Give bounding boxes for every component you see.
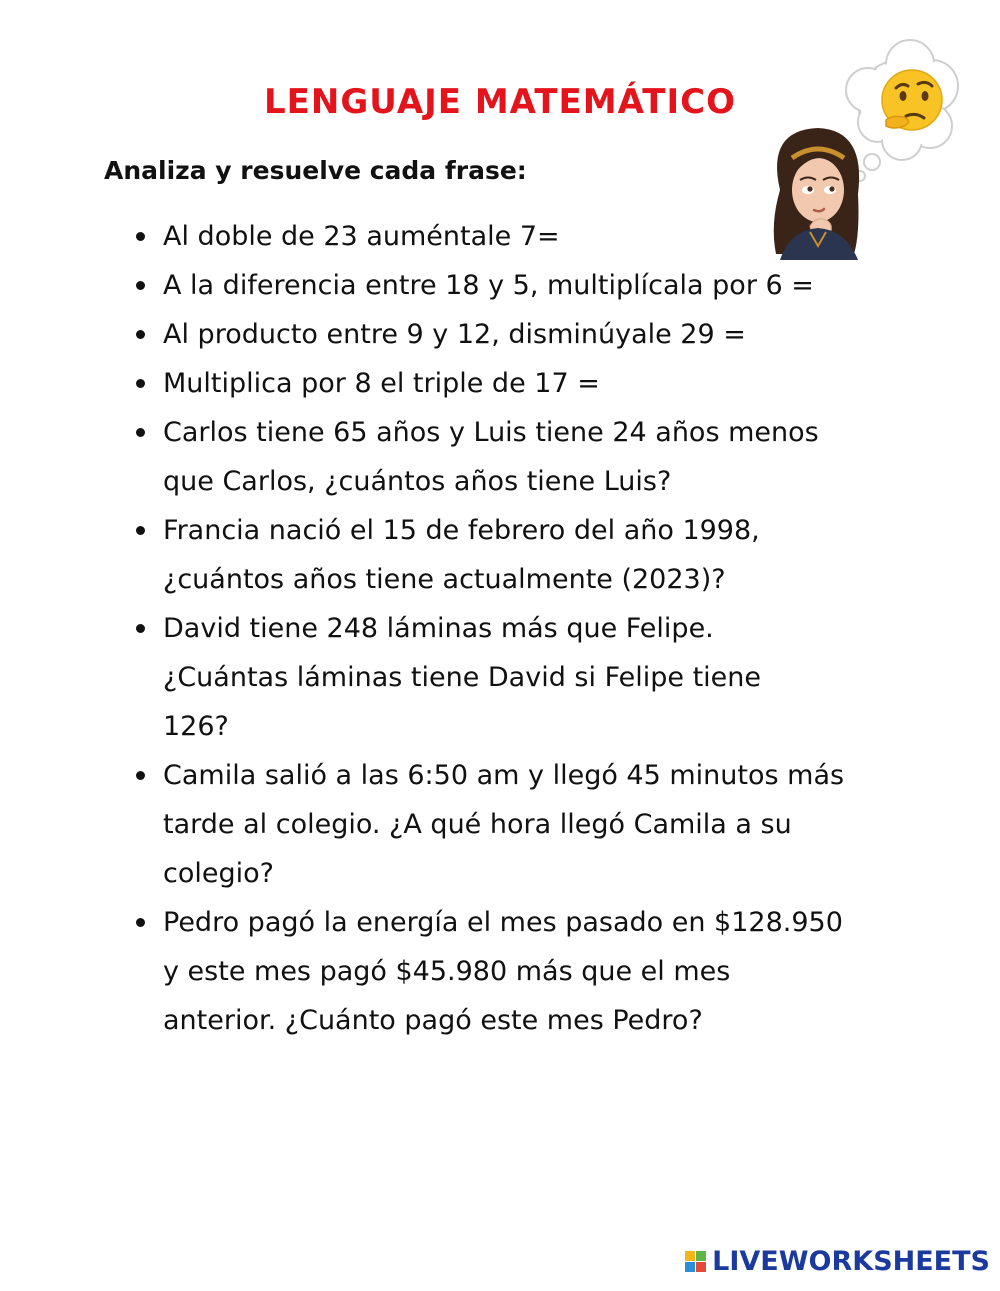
page-title: LENGUAJE MATEMÁTICO [264, 82, 736, 122]
thinking-avatar-illustration [760, 30, 985, 260]
bullet-icon [136, 624, 145, 633]
bullet-icon [136, 379, 145, 388]
list-item [130, 408, 920, 506]
list-item [130, 359, 920, 408]
exercise-text: Francia nació el 15 de febrero del año 1998, ¿cuántos años tiene actualmente (2023)? [163, 515, 760, 595]
exercise-text: David tiene 248 láminas más que Felipe. ¿Cuántas láminas tiene David si Felipe tiene 126? [163, 613, 762, 742]
exercise-text: A la diferencia entre 18 y 5, multiplícala por 6 = [163, 270, 814, 301]
thinking-face-emoji-icon [882, 70, 942, 130]
exercise-text: Al producto entre 9 y 12, disminúyale 29 = [163, 319, 746, 350]
bullet-icon [136, 281, 145, 290]
liveworksheets-logo [685, 1246, 990, 1277]
bullet-icon [136, 526, 145, 535]
liveworksheets-logo-icon [685, 1251, 706, 1272]
list-item [130, 261, 920, 310]
illustration-svg [760, 30, 985, 260]
bullet-icon [136, 918, 145, 927]
list-item [130, 310, 920, 359]
instructions: Analiza y resuelve cada frase: [104, 156, 527, 185]
exercise-text: Carlos tiene 65 años y Luis tiene 24 años menos que Carlos, ¿cuántos años tiene Luis? [163, 417, 819, 497]
exercise-text: Al doble de 23 auméntale 7= [163, 221, 560, 252]
list-item [130, 751, 920, 898]
exercise-text: Pedro pagó la energía el mes pasado en $128.950 y este mes pagó $45.980 más que el mes anterior. ¿Cuánto pagó este mes Pedro? [163, 907, 843, 1036]
girl-avatar-icon [774, 128, 859, 260]
exercise-list [130, 212, 920, 1045]
exercise-text: Multiplica por 8 el triple de 17 = [163, 368, 600, 399]
list-item [130, 604, 920, 751]
list-item [130, 898, 920, 1045]
bullet-icon [136, 330, 145, 339]
bullet-icon [136, 771, 145, 780]
logo-text: LIVEWORKSHEETS [712, 1246, 990, 1277]
bullet-icon [136, 428, 145, 437]
exercise-text: Camila salió a las 6:50 am y llegó 45 minutos más tarde al colegio. ¿A qué hora llegó Camila a su colegio? [163, 760, 845, 889]
bullet-icon [136, 232, 145, 241]
list-item [130, 506, 920, 604]
